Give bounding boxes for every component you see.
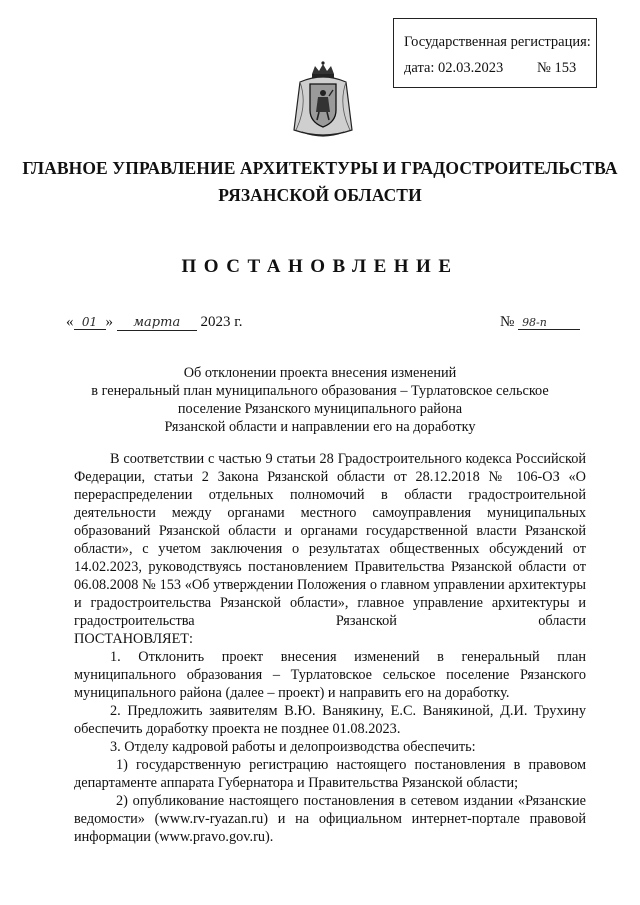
title-line-4: Рязанской области и направлении его на доработку xyxy=(164,419,476,435)
document-number xyxy=(500,314,580,331)
authority-line-1: ГЛАВНОЕ УПРАВЛЕНИЕ АРХИТЕКТУРЫ И ГРАДОСТРОИТЕЛЬСТВА xyxy=(22,158,618,178)
number-value: 98-п xyxy=(518,316,580,330)
date-year: 2023 г. xyxy=(200,314,243,330)
registration-date: дата: 02.03.2023 xyxy=(404,60,504,76)
clause-1: 1. Отклонить проект внесения изменений в генеральный план муниципального образования – Турлатовское сельское поселение Рязанского муниципального района (далее – проект) и направить его на доработку. xyxy=(74,649,586,701)
preamble-paragraph: В соответствии с частью 9 статьи 28 Градостроительного кодекса Российской Федерации, статьи 2 Закона Рязанской области от 28.12.2018 № 106-ОЗ «О перераспределении отдельных полномочий в области градостроительной деятельности между органами местного самоуправления муниципальных образований Рязанской области и органами государственной власти Рязанской области», с учетом заключения о результатах общественных обсуждений от 14.02.2023, руководствуясь постановлением Правительства Рязанской области от 06.08.2008 № 153 «Об утверждении Положения о главном управлении архитектуры и градостроительства Рязанской области», главное управление архитектуры и градостроительства Рязанской области xyxy=(74,451,586,629)
clause-3: 3. Отделу кадровой работы и делопроизводства обеспечить: xyxy=(110,739,476,755)
decree-word: ПОСТАНОВЛЯЕТ: xyxy=(74,631,194,647)
clause-3-subitem-2: 2) опубликование настоящего постановления в сетевом издании «Рязанские ведомости» (www.rv-ryazan.ru) и на официальном интернет-портале правовой информации (www.pravo.gov.ru). xyxy=(74,793,586,845)
number-prefix: № xyxy=(500,314,515,330)
title-line-2: в генеральный план муниципального образования – Турлатовское сельское xyxy=(91,383,549,399)
registration-stamp xyxy=(393,18,597,88)
registration-number: № 153 xyxy=(537,60,577,76)
coat-of-arms-icon xyxy=(288,60,358,142)
date-close-quote: » xyxy=(105,314,113,330)
document-body xyxy=(74,450,586,846)
date-open-quote: « xyxy=(66,314,74,330)
registration-details xyxy=(404,58,577,78)
clause-2: 2. Предложить заявителям В.Ю. Ванякину, Е.С. Ванякиной, Д.И. Трухину обеспечить доработку проекта не позднее 01.08.2023. xyxy=(74,703,586,737)
date-month: марта xyxy=(117,315,197,331)
clause-3-subitem-1: 1) государственную регистрацию настоящего постановления в правовом департаменте аппарата Губернатора и Правительства Рязанской области; xyxy=(74,757,586,791)
document-date xyxy=(66,314,242,331)
title-line-1: Об отклонении проекта внесения изменений xyxy=(183,365,457,381)
document-type: ПОСТАНОВЛЕНИЕ xyxy=(181,256,459,277)
authority-name xyxy=(0,155,640,209)
date-day: 01 xyxy=(74,315,106,330)
document-title xyxy=(75,364,565,436)
registration-label: Государственная регистрация: xyxy=(404,34,591,50)
title-line-3: поселение Рязанского муниципального района xyxy=(177,401,463,417)
authority-line-2: РЯЗАНСКОЙ ОБЛАСТИ xyxy=(218,185,422,205)
